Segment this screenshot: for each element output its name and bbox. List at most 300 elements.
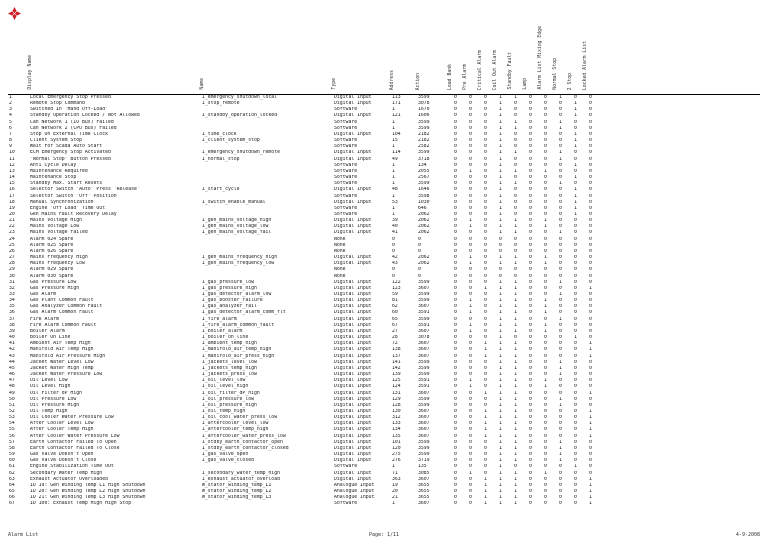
flag-cell-8: 0 xyxy=(574,150,577,156)
flag-cell-2: 0 xyxy=(484,255,487,261)
display-name-cell: Alarm 030 Spare xyxy=(30,273,74,279)
flag-cell-5: 0 xyxy=(529,279,532,285)
flag-cell-9: 1 xyxy=(589,476,592,482)
column-header-load-bank: Load Bank xyxy=(448,6,463,95)
flag-cell-9: 0 xyxy=(589,211,592,217)
flag-cell-5: 0 xyxy=(529,107,532,113)
flag-cell-3: 1 xyxy=(499,408,502,414)
flag-cell-7: 0 xyxy=(559,242,562,248)
address-cell: 104 xyxy=(392,131,401,137)
flag-cell-6: 0 xyxy=(544,193,547,199)
flag-cell-3: 1 xyxy=(499,131,502,137)
flag-cell-8: 0 xyxy=(574,365,577,371)
row-number: 27 xyxy=(9,255,15,261)
flag-cell-3: 0 xyxy=(499,273,502,279)
flag-cell-5: 0 xyxy=(529,181,532,187)
flag-cell-4: 1 xyxy=(514,476,517,482)
name-cell: I_gas_detector_alarm_comm_flt xyxy=(202,310,286,316)
flag-cell-3: 1 xyxy=(499,372,502,378)
name-cell: I_oil_pressure_low xyxy=(202,396,254,402)
display-name-cell: Mains Frequency High xyxy=(30,255,88,261)
alarm-table-body xyxy=(8,95,760,508)
flag-cell-5: 0 xyxy=(529,378,532,384)
row-number: 30 xyxy=(9,273,15,279)
flag-cell-3: 1 xyxy=(499,150,502,156)
row-number: 62 xyxy=(9,470,15,476)
flag-cell-6: 0 xyxy=(544,372,547,378)
display-name-cell: Gas Valve Doesn't Close xyxy=(30,458,97,464)
name-cell: I_gas_valve_open xyxy=(202,452,249,458)
action-cell: 3607 xyxy=(418,408,430,414)
flag-cell-9: 0 xyxy=(589,335,592,341)
flag-cell-8: 0 xyxy=(574,396,577,402)
display-name-cell: Exhaust Actuator Overloaded xyxy=(30,476,108,482)
flag-cell-5: 0 xyxy=(529,292,532,297)
flag-cell-0: 0 xyxy=(454,119,457,125)
flag-cell-0: 0 xyxy=(454,187,457,193)
flag-cell-6: 0 xyxy=(544,107,547,113)
flag-cell-3: 1 xyxy=(499,347,502,353)
flag-cell-0: 0 xyxy=(454,439,457,445)
flag-cell-6: 0 xyxy=(544,230,547,236)
flag-cell-8: 0 xyxy=(574,218,577,224)
type-cell: Digital Input xyxy=(334,101,372,107)
flag-cell-5: 0 xyxy=(529,427,532,433)
flag-cell-0: 0 xyxy=(454,396,457,402)
flag-cell-3: 1 xyxy=(499,193,502,199)
display-name-cell: After Cooler Temp High xyxy=(30,427,94,433)
row-number: 18 xyxy=(9,199,15,205)
flag-cell-3: 1 xyxy=(499,427,502,433)
flag-cell-1: 0 xyxy=(469,150,472,156)
flag-cell-2: 1 xyxy=(484,347,487,353)
action-cell: 3607 xyxy=(418,501,430,507)
flag-cell-9: 0 xyxy=(589,328,592,334)
flag-cell-4: 1 xyxy=(514,408,517,414)
flag-cell-1: 0 xyxy=(469,353,472,359)
flag-cell-5: 0 xyxy=(529,187,532,193)
flag-cell-3: 1 xyxy=(499,310,502,316)
flag-cell-1: 1 xyxy=(469,261,472,267)
flag-cell-7: 0 xyxy=(559,107,562,113)
flag-cell-1: 0 xyxy=(469,199,472,205)
flag-cell-8: 0 xyxy=(574,119,577,125)
flag-cell-2: 0 xyxy=(484,230,487,236)
address-cell: 15 xyxy=(392,138,398,144)
flag-cell-3: 1 xyxy=(499,125,502,131)
flag-cell-5: 0 xyxy=(529,482,532,488)
flag-cell-6: 0 xyxy=(544,181,547,187)
flag-cell-6: 1 xyxy=(544,224,547,230)
flag-cell-0: 0 xyxy=(454,501,457,507)
flag-cell-7: 0 xyxy=(559,495,562,501)
display-name-cell: Stop On External Time Clock xyxy=(30,131,108,137)
row-number: 55 xyxy=(9,427,15,433)
address-cell: 101 xyxy=(392,439,401,445)
flag-cell-7: 0 xyxy=(559,353,562,359)
flag-cell-6: 0 xyxy=(544,464,547,470)
action-cell: 3599 xyxy=(418,452,430,458)
address-cell: 62 xyxy=(392,304,398,310)
flag-cell-8: 0 xyxy=(574,224,577,230)
flag-cell-4: 1 xyxy=(514,427,517,433)
row-number: 2 xyxy=(9,101,12,107)
flag-cell-8: 0 xyxy=(574,304,577,310)
flag-cell-7: 0 xyxy=(559,273,562,279)
row-number: 4 xyxy=(9,113,12,119)
flag-cell-8: 0 xyxy=(574,328,577,334)
flag-cell-6: 1 xyxy=(544,298,547,304)
name-cell: I_jackets_temp_high xyxy=(202,365,257,371)
flag-cell-9: 0 xyxy=(589,95,592,100)
address-cell: 40 xyxy=(392,224,398,230)
flag-cell-0: 0 xyxy=(454,168,457,174)
flag-cell-3: 0 xyxy=(499,248,502,254)
action-cell: 2567 xyxy=(418,175,430,181)
name-cell: I_switch_enable_manual xyxy=(202,199,266,205)
filler-cell xyxy=(598,501,760,507)
table-header-row xyxy=(8,6,760,95)
flag-cell-4: 1 xyxy=(514,119,517,125)
flag-cell-5: 0 xyxy=(529,125,532,131)
action-cell: 3599 xyxy=(418,292,430,297)
flag-cell-5: 0 xyxy=(529,199,532,205)
flag-cell-3: 1 xyxy=(499,255,502,261)
flag-cell-5: 0 xyxy=(529,218,532,224)
address-cell: 0 xyxy=(392,242,395,248)
flag-cell-4: 1 xyxy=(514,218,517,224)
flag-cell-6: 0 xyxy=(544,359,547,365)
action-cell: 3655 xyxy=(418,489,430,494)
flag-cell-1: 0 xyxy=(469,408,472,414)
flag-cell-6: 0 xyxy=(544,495,547,501)
row-number: 36 xyxy=(9,310,15,316)
name-cell: I_oil_temp_high xyxy=(202,408,246,414)
flag-cell-1: 0 xyxy=(469,476,472,482)
flag-cell-7: 1 xyxy=(559,279,562,285)
flag-cell-5: 0 xyxy=(529,261,532,267)
action-cell: 3607 xyxy=(418,347,430,353)
address-cell: 141 xyxy=(392,359,401,365)
flag-cell-3: 1 xyxy=(499,489,502,494)
row-number: 59 xyxy=(9,452,15,458)
flag-cell-2: 0 xyxy=(484,396,487,402)
flag-cell-3: 1 xyxy=(499,168,502,174)
flag-cell-0: 0 xyxy=(454,378,457,384)
flag-cell-8: 1 xyxy=(574,211,577,217)
flag-cell-0: 0 xyxy=(454,310,457,316)
flag-cell-0: 0 xyxy=(454,255,457,261)
flag-cell-1: 1 xyxy=(469,298,472,304)
flag-cell-6: 0 xyxy=(544,285,547,291)
flag-cell-0: 0 xyxy=(454,175,457,181)
action-cell: 3607 xyxy=(418,427,430,433)
flag-cell-1: 0 xyxy=(469,482,472,488)
flag-cell-9: 0 xyxy=(589,224,592,230)
flag-cell-7: 1 xyxy=(559,365,562,371)
flag-cell-3: 1 xyxy=(499,335,502,341)
flag-cell-8: 0 xyxy=(574,470,577,476)
flag-cell-9: 0 xyxy=(589,261,592,267)
flag-cell-6: 0 xyxy=(544,489,547,494)
action-cell: 3599 xyxy=(418,445,430,451)
flag-cell-1: 0 xyxy=(469,292,472,297)
action-cell: 2062 xyxy=(418,255,430,261)
flag-cell-0: 0 xyxy=(454,267,457,273)
flag-cell-3: 1 xyxy=(499,261,502,267)
flag-cell-6: 0 xyxy=(544,101,547,107)
flag-cell-5: 0 xyxy=(529,464,532,470)
flag-cell-6: 0 xyxy=(544,138,547,144)
type-cell: Digital Input xyxy=(334,439,372,445)
flag-cell-1: 0 xyxy=(469,230,472,236)
flag-cell-0: 0 xyxy=(454,427,457,433)
flag-cell-0: 0 xyxy=(454,181,457,187)
flag-cell-8: 0 xyxy=(574,458,577,464)
display-name-cell: Engine Stabilization Time Out xyxy=(30,464,114,470)
flag-cell-0: 0 xyxy=(454,464,457,470)
flag-cell-0: 0 xyxy=(454,390,457,396)
flag-cell-0: 0 xyxy=(454,162,457,168)
row-number: 26 xyxy=(9,248,15,254)
action-cell: 3599 xyxy=(418,439,430,445)
flag-cell-4: 1 xyxy=(514,322,517,328)
name-cell: I_aftercooler_level_low xyxy=(202,421,269,427)
flag-cell-9: 0 xyxy=(589,322,592,328)
flag-cell-0: 0 xyxy=(454,211,457,217)
flag-cell-5: 0 xyxy=(529,328,532,334)
flag-cell-2: 1 xyxy=(484,285,487,291)
display-name-cell: Gas Pressure High xyxy=(30,285,80,291)
flag-cell-8: 0 xyxy=(574,341,577,347)
action-cell: 134 xyxy=(418,162,427,168)
row-number: 50 xyxy=(9,396,15,402)
address-cell: 42 xyxy=(392,255,398,261)
type-cell: Digital Input xyxy=(334,150,372,156)
flag-cell-3: 1 xyxy=(499,464,502,470)
flag-cell-1: 0 xyxy=(469,415,472,421)
address-cell: 72 xyxy=(392,341,398,347)
flag-cell-3: 0 xyxy=(499,242,502,248)
flag-cell-7: 1 xyxy=(559,439,562,445)
flag-cell-3: 1 xyxy=(499,396,502,402)
flag-cell-1: 0 xyxy=(469,187,472,193)
type-cell: Digital Input xyxy=(334,316,372,322)
flag-cell-8: 1 xyxy=(574,335,577,341)
flag-cell-8: 0 xyxy=(574,168,577,174)
flag-cell-7: 0 xyxy=(559,298,562,304)
flag-cell-1: 0 xyxy=(469,316,472,322)
flag-cell-2: 0 xyxy=(484,304,487,310)
flag-cell-5: 0 xyxy=(529,138,532,144)
flag-cell-2: 1 xyxy=(484,421,487,427)
address-cell: 1 xyxy=(392,125,395,131)
flag-cell-4: 1 xyxy=(514,378,517,384)
flag-cell-8: 0 xyxy=(574,267,577,273)
display-name-cell: Switched In 'Hand Off-Load' xyxy=(30,107,108,113)
flag-cell-9: 0 xyxy=(589,205,592,211)
flag-cell-6: 1 xyxy=(544,378,547,384)
type-cell: None xyxy=(334,242,346,248)
address-cell: 1 xyxy=(392,168,395,174)
flag-cell-7: 1 xyxy=(559,95,562,100)
flag-cell-2: 0 xyxy=(484,101,487,107)
row-number: 49 xyxy=(9,390,15,396)
display-name-cell: Oil Level High xyxy=(30,384,71,390)
flag-cell-0: 0 xyxy=(454,218,457,224)
name-cell: I_fire_alarm_common_fault xyxy=(202,322,275,328)
row-number: 40 xyxy=(9,335,15,341)
flag-cell-3: 1 xyxy=(499,279,502,285)
flag-cell-0: 0 xyxy=(454,156,457,162)
flag-cell-9: 0 xyxy=(589,119,592,125)
type-cell: Digital Input xyxy=(334,421,372,427)
display-name-cell: Jacket Water High Temp xyxy=(30,365,94,371)
flag-cell-9: 0 xyxy=(589,125,592,131)
display-name-cell: Mains Frequency Low xyxy=(30,261,85,267)
flag-cell-2: 1 xyxy=(484,495,487,501)
flag-cell-2: 0 xyxy=(484,464,487,470)
flag-cell-0: 0 xyxy=(454,150,457,156)
name-cell: W_stator_winding_temp_L3 xyxy=(202,495,272,501)
flag-cell-0: 0 xyxy=(454,365,457,371)
flag-cell-1: 0 xyxy=(469,359,472,365)
flag-cell-1: 1 xyxy=(469,378,472,384)
address-cell: 41 xyxy=(392,230,398,236)
flag-cell-0: 0 xyxy=(454,230,457,236)
row-number: 38 xyxy=(9,322,15,328)
display-name-cell: Mains Voltage Failed xyxy=(30,230,88,236)
flag-cell-9: 0 xyxy=(589,304,592,310)
action-cell: 3599 xyxy=(418,150,430,156)
flag-cell-4: 0 xyxy=(514,464,517,470)
flag-cell-0: 0 xyxy=(454,402,457,408)
type-cell: Digital Input xyxy=(334,261,372,267)
flag-cell-7: 0 xyxy=(559,218,562,224)
action-cell: 1030 xyxy=(418,199,430,205)
flag-cell-7: 1 xyxy=(559,181,562,187)
flag-cell-6: 0 xyxy=(544,131,547,137)
flag-cell-8: 0 xyxy=(574,347,577,353)
address-cell: 43 xyxy=(392,261,398,267)
flag-cell-2: 1 xyxy=(484,433,487,439)
type-cell: Digital Input xyxy=(334,378,372,384)
flag-cell-0: 0 xyxy=(454,415,457,421)
flag-cell-6: 0 xyxy=(544,445,547,451)
flag-cell-1: 0 xyxy=(469,501,472,507)
display-name-cell: Jacket Water Level Low xyxy=(30,359,94,365)
flag-cell-7: 0 xyxy=(559,501,562,507)
column-header-type: Type xyxy=(332,6,390,95)
flag-cell-9: 0 xyxy=(589,255,592,261)
flag-cell-7: 0 xyxy=(559,285,562,291)
type-cell: Analogue Input xyxy=(334,489,375,494)
row-number: 60 xyxy=(9,458,15,464)
footer-report-title: Alarm List xyxy=(8,532,39,538)
flag-cell-3: 1 xyxy=(499,415,502,421)
flag-cell-5: 0 xyxy=(529,175,532,181)
flag-cell-6: 0 xyxy=(544,390,547,396)
row-number: 19 xyxy=(9,205,15,211)
type-cell: Digital Input xyxy=(334,476,372,482)
flag-cell-2: 0 xyxy=(484,359,487,365)
flag-cell-5: 0 xyxy=(529,162,532,168)
flag-cell-9: 0 xyxy=(589,378,592,384)
type-cell: Digital Input xyxy=(334,279,372,285)
flag-cell-5: 0 xyxy=(529,211,532,217)
flag-cell-4: 0 xyxy=(514,175,517,181)
action-cell: 3591 xyxy=(418,384,430,390)
flag-cell-4: 1 xyxy=(514,396,517,402)
flag-cell-2: 0 xyxy=(484,205,487,211)
flag-cell-9: 0 xyxy=(589,452,592,458)
row-number: 16 xyxy=(9,187,15,193)
type-cell: Software xyxy=(334,162,358,168)
type-cell: Software xyxy=(334,125,358,131)
flag-cell-1: 1 xyxy=(469,168,472,174)
flag-cell-7: 1 xyxy=(559,359,562,365)
flag-cell-2: 0 xyxy=(484,322,487,328)
alarm-table xyxy=(8,6,760,507)
action-cell: 135 xyxy=(418,464,427,470)
type-cell: Digital Input xyxy=(334,372,372,378)
flag-cell-8: 1 xyxy=(574,199,577,205)
column-header-display-name: Display Name xyxy=(28,6,200,95)
flag-cell-6: 0 xyxy=(544,396,547,402)
flag-cell-3: 1 xyxy=(499,378,502,384)
flag-cell-1: 0 xyxy=(469,439,472,445)
flag-cell-4: 1 xyxy=(514,285,517,291)
flag-cell-8: 0 xyxy=(574,298,577,304)
row-number: 1 xyxy=(9,95,12,100)
address-cell: 1 xyxy=(392,119,395,125)
type-cell: Digital Input xyxy=(334,218,372,224)
flag-cell-1: 0 xyxy=(469,464,472,470)
address-cell: 312 xyxy=(392,415,401,421)
address-cell: 1 xyxy=(392,193,395,199)
flag-cell-8: 0 xyxy=(574,156,577,162)
flag-cell-5: 0 xyxy=(529,298,532,304)
flag-cell-5: 0 xyxy=(529,156,532,162)
name-cell: I_ambient_temp_high xyxy=(202,341,257,347)
type-cell: Digital Input xyxy=(334,408,372,414)
flag-cell-2: 0 xyxy=(484,144,487,150)
flag-cell-2: 0 xyxy=(484,138,487,144)
flag-cell-2: 1 xyxy=(484,341,487,347)
row-number: 56 xyxy=(9,433,15,439)
name-cell: I_emergency_shutdown_local xyxy=(202,95,278,100)
flag-cell-6: 0 xyxy=(544,335,547,341)
flag-cell-7: 1 xyxy=(559,292,562,297)
flag-cell-8: 0 xyxy=(574,353,577,359)
column-header-lamp: Lamp xyxy=(523,6,538,95)
name-cell: I_oil_level_high xyxy=(202,384,249,390)
flag-cell-7: 0 xyxy=(559,175,562,181)
name-cell: I_gen_mains_voltage_high xyxy=(202,218,272,224)
name-cell: W_stator_winding_temp_L2 xyxy=(202,489,272,494)
flag-cell-2: 0 xyxy=(484,378,487,384)
address-cell: 48 xyxy=(392,187,398,193)
name-cell: I_time_clock xyxy=(202,131,237,137)
flag-cell-1: 1 xyxy=(469,218,472,224)
flag-cell-3: 1 xyxy=(499,458,502,464)
address-cell: 1 xyxy=(392,175,395,181)
flag-cell-1: 0 xyxy=(469,445,472,451)
flag-cell-6: 0 xyxy=(544,482,547,488)
flag-cell-6: 1 xyxy=(544,255,547,261)
type-cell: Digital Input xyxy=(334,131,372,137)
flag-cell-0: 0 xyxy=(454,347,457,353)
